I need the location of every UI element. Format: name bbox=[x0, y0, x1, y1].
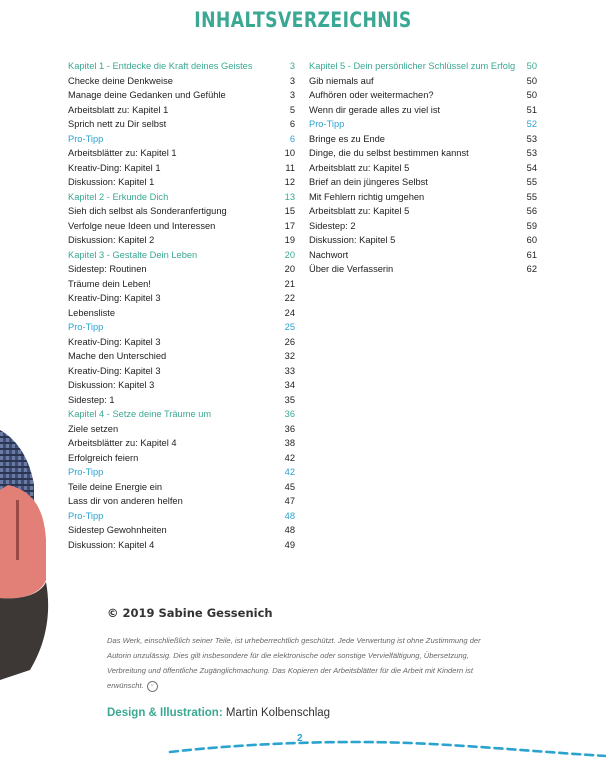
toc-entry-label: Diskussion: Kapitel 5 bbox=[309, 235, 396, 246]
toc-entry-page: 56 bbox=[526, 206, 537, 217]
dashed-wave-decoration bbox=[0, 728, 606, 758]
toc-entry-label: Mache den Unterschied bbox=[68, 351, 167, 362]
toc-entry bbox=[309, 74, 537, 89]
toc-entry-label: Kapitel 4 - Setze deine Träume um bbox=[68, 409, 212, 420]
legal-text: Das Werk, einschließlich seiner Teile, ist urheberrechtlich geschützt. Jede Verwertung ist ohne Zustimmung der Autorin unzulässig. Dies gilt insbesondere für die elektronische oder sonstige Vervielfältigung, Übersetzung, Verbreitung und öffentliche Zugänglichmachung. Das Kopieren der Arbeitsblätter für die Arbeit mit Kindern ist erwünscht. bbox=[107, 636, 481, 690]
toc-entry-page: 3 bbox=[289, 75, 295, 86]
toc-entry bbox=[68, 219, 295, 234]
toc-entry-page: 21 bbox=[284, 278, 295, 289]
toc-entry-label: Arbeitsblatt zu: Kapitel 5 bbox=[309, 206, 410, 217]
page-number: 2 bbox=[297, 733, 303, 744]
toc-entry bbox=[68, 480, 295, 495]
toc-entry-label: Brief an dein jüngeres Selbst bbox=[309, 177, 428, 188]
toc-entry-label: Dinge, die du selbst bestimmen kannst bbox=[309, 148, 469, 159]
toc-entry-page: 38 bbox=[284, 438, 295, 449]
toc-left-column bbox=[68, 59, 295, 552]
toc-entry-label: Pro-Tipp bbox=[68, 510, 104, 521]
toc-entry bbox=[309, 88, 537, 103]
toc-chapter-heading bbox=[68, 248, 295, 263]
toc-entry-page: 19 bbox=[284, 235, 295, 246]
smiley-icon: ᵕ bbox=[147, 681, 158, 692]
toc-entry-page: 17 bbox=[284, 220, 295, 231]
toc-entry bbox=[68, 393, 295, 408]
toc-entry-label: Pro-Tipp bbox=[309, 119, 345, 130]
toc-pro-tipp bbox=[68, 465, 295, 480]
toc-entry-page: 51 bbox=[526, 104, 537, 115]
toc-entry-page: 36 bbox=[284, 423, 295, 434]
toc-pro-tipp bbox=[68, 132, 295, 147]
toc-entry-page: 32 bbox=[284, 351, 295, 362]
toc-entry-label: Arbeitsblatt zu: Kapitel 1 bbox=[68, 104, 169, 115]
toc-entry-label: Pro-Tipp bbox=[68, 467, 104, 478]
toc-entry bbox=[309, 262, 537, 277]
toc-entry-page: 48 bbox=[284, 525, 295, 536]
toc-entry-label: Diskussion: Kapitel 4 bbox=[68, 539, 155, 550]
legal-notice bbox=[107, 633, 497, 693]
toc-entry-label: Verfolge neue Ideen und Interessen bbox=[68, 220, 216, 231]
person-photo bbox=[0, 430, 70, 690]
toc-entry-label: Kreativ-Ding: Kapitel 3 bbox=[68, 365, 161, 376]
toc-entry bbox=[309, 204, 537, 219]
toc-entry-label: Sprich nett zu Dir selbst bbox=[68, 119, 167, 130]
toc-entry bbox=[309, 175, 537, 190]
toc-entry bbox=[68, 88, 295, 103]
toc-entry-page: 6 bbox=[289, 133, 295, 144]
toc-entry-page: 55 bbox=[526, 177, 537, 188]
toc-entry-label: Diskussion: Kapitel 1 bbox=[68, 177, 155, 188]
toc-entry-label: Manage deine Gedanken und Gefühle bbox=[68, 90, 226, 101]
toc-entry-page: 24 bbox=[284, 307, 295, 318]
toc-entry-label: Träume dein Leben! bbox=[68, 278, 151, 289]
toc-entry-label: Arbeitsblätter zu: Kapitel 1 bbox=[68, 148, 177, 159]
toc-entry-page: 62 bbox=[526, 264, 537, 275]
toc-entry-label: Teile deine Energie ein bbox=[68, 481, 163, 492]
toc-entry-page: 48 bbox=[284, 510, 295, 521]
toc-entry-page: 10 bbox=[284, 148, 295, 159]
toc-entry-page: 26 bbox=[284, 336, 295, 347]
toc-entry-label: Erfolgreich feiern bbox=[68, 452, 139, 463]
toc-entry-page: 12 bbox=[284, 177, 295, 188]
toc-entry bbox=[68, 349, 295, 364]
toc-entry bbox=[68, 204, 295, 219]
toc-entry-label: Gib niemals auf bbox=[309, 75, 374, 86]
toc-entry bbox=[68, 117, 295, 132]
toc-entry-label: Über die Verfasserin bbox=[309, 264, 394, 275]
toc-entry-page: 53 bbox=[526, 148, 537, 159]
toc-chapter-heading bbox=[68, 59, 295, 74]
toc-entry-page: 33 bbox=[284, 365, 295, 376]
toc-entry-page: 54 bbox=[526, 162, 537, 173]
toc-entry bbox=[309, 190, 537, 205]
toc-entry-label: Kreativ-Ding: Kapitel 3 bbox=[68, 293, 161, 304]
toc-entry bbox=[68, 335, 295, 350]
toc-entry-label: Diskussion: Kapitel 2 bbox=[68, 235, 155, 246]
toc-entry bbox=[68, 277, 295, 292]
toc-entry-label: Arbeitsblätter zu: Kapitel 4 bbox=[68, 438, 177, 449]
credit-name: Martin Kolbenschlag bbox=[225, 707, 331, 719]
toc-entry-label: Checke deine Denkweise bbox=[68, 75, 173, 86]
toc-entry-page: 25 bbox=[284, 322, 295, 333]
toc-entry-label: Lebensliste bbox=[68, 307, 116, 318]
toc-entry-page: 15 bbox=[284, 206, 295, 217]
toc-entry bbox=[68, 146, 295, 161]
toc-entry-label: Nachwort bbox=[309, 249, 349, 260]
toc-entry-page: 20 bbox=[284, 249, 295, 260]
toc-entry-label: Kapitel 3 - Gestalte Dein Leben bbox=[68, 249, 198, 260]
toc-entry-page: 22 bbox=[284, 293, 295, 304]
toc-entry-page: 59 bbox=[526, 220, 537, 231]
toc-entry bbox=[68, 74, 295, 89]
toc-entry-page: 11 bbox=[285, 162, 295, 173]
toc-entry-page: 47 bbox=[284, 496, 295, 507]
toc-entry-page: 45 bbox=[284, 481, 295, 492]
credit-label: Design & Illustration: bbox=[107, 707, 223, 719]
toc-entry-page: 3 bbox=[289, 61, 295, 72]
toc-entry bbox=[309, 161, 537, 176]
toc-entry bbox=[68, 523, 295, 538]
toc-entry-page: 60 bbox=[526, 235, 537, 246]
toc-entry bbox=[68, 494, 295, 509]
toc-entry bbox=[309, 146, 537, 161]
toc-entry-page: 35 bbox=[284, 394, 295, 405]
toc-right-column bbox=[309, 59, 537, 277]
toc-entry-page: 50 bbox=[526, 75, 537, 86]
toc-entry-label: Kapitel 5 - Dein persönlicher Schlüssel zum Erfolg bbox=[309, 61, 516, 72]
toc-entry bbox=[309, 248, 537, 263]
toc-entry-label: Aufhören oder weitermachen? bbox=[309, 90, 434, 101]
toc-chapter-heading bbox=[68, 407, 295, 422]
toc-entry-page: 13 bbox=[284, 191, 295, 202]
toc-pro-tipp bbox=[309, 117, 537, 132]
toc-entry-label: Wenn dir gerade alles zu viel ist bbox=[309, 104, 441, 115]
toc-entry-label: Kreativ-Ding: Kapitel 3 bbox=[68, 336, 161, 347]
credit-line bbox=[107, 707, 330, 719]
toc-pro-tipp bbox=[68, 320, 295, 335]
toc-entry-label: Mit Fehlern richtig umgehen bbox=[309, 191, 425, 202]
toc-entry bbox=[68, 364, 295, 379]
toc-entry bbox=[68, 436, 295, 451]
toc-entry bbox=[68, 175, 295, 190]
toc-entry-page: 49 bbox=[284, 539, 295, 550]
toc-entry-page: 53 bbox=[526, 133, 537, 144]
toc-entry-label: Lass dir von anderen helfen bbox=[68, 496, 183, 507]
toc-entry-label: Sidestep: Routinen bbox=[68, 264, 147, 275]
toc-entry bbox=[68, 306, 295, 321]
toc-entry bbox=[309, 219, 537, 234]
toc-entry-page: 50 bbox=[526, 61, 537, 72]
toc-entry bbox=[309, 132, 537, 147]
toc-entry-label: Kapitel 2 - Erkunde Dich bbox=[68, 191, 169, 202]
toc-entry-label: Pro-Tipp bbox=[68, 133, 104, 144]
toc-entry bbox=[68, 451, 295, 466]
toc-chapter-heading bbox=[309, 59, 537, 74]
toc-entry bbox=[68, 378, 295, 393]
page-title: INHALTSVERZEICHNIS bbox=[194, 8, 412, 32]
toc-entry bbox=[309, 233, 537, 248]
toc-entry bbox=[68, 233, 295, 248]
toc-entry-label: Sieh dich selbst als Sonderanfertigung bbox=[68, 206, 227, 217]
toc-entry bbox=[68, 262, 295, 277]
toc-entry-page: 36 bbox=[284, 409, 295, 420]
toc-entry-label: Kapitel 1 - Entdecke die Kraft deines Geistes bbox=[68, 61, 253, 72]
toc-entry-page: 20 bbox=[284, 264, 295, 275]
toc-entry-page: 55 bbox=[526, 191, 537, 202]
toc-entry bbox=[68, 161, 295, 176]
toc-entry-page: 5 bbox=[289, 104, 295, 115]
toc-entry-label: Ziele setzen bbox=[68, 423, 119, 434]
toc-entry-page: 61 bbox=[526, 249, 537, 260]
toc-entry-label: Arbeitsblatt zu: Kapitel 5 bbox=[309, 162, 410, 173]
toc-entry-page: 50 bbox=[526, 90, 537, 101]
toc-entry-label: Sidestep: 2 bbox=[309, 220, 356, 231]
toc-entry-label: Diskussion: Kapitel 3 bbox=[68, 380, 155, 391]
toc-entry bbox=[68, 422, 295, 437]
toc-entry-page: 34 bbox=[284, 380, 295, 391]
toc-entry-page: 52 bbox=[526, 119, 537, 130]
toc-entry-label: Sidestep: 1 bbox=[68, 394, 115, 405]
toc-entry-label: Pro-Tipp bbox=[68, 322, 104, 333]
toc-entry-label: Sidestep Gewohnheiten bbox=[68, 525, 167, 536]
toc-pro-tipp bbox=[68, 509, 295, 524]
toc-entry-page: 42 bbox=[284, 452, 295, 463]
toc-chapter-heading bbox=[68, 190, 295, 205]
toc-entry-page: 6 bbox=[289, 119, 295, 130]
toc-entry bbox=[68, 538, 295, 553]
toc-entry-page: 3 bbox=[289, 90, 295, 101]
toc-entry bbox=[68, 103, 295, 118]
toc-entry bbox=[68, 291, 295, 306]
toc-entry-label: Kreativ-Ding: Kapitel 1 bbox=[68, 162, 161, 173]
toc-entry-label: Bringe es zu Ende bbox=[309, 133, 385, 144]
toc-entry bbox=[309, 103, 537, 118]
toc-entry-page: 42 bbox=[284, 467, 295, 478]
copyright-line: © 2019 Sabine Gessenich bbox=[107, 606, 273, 620]
